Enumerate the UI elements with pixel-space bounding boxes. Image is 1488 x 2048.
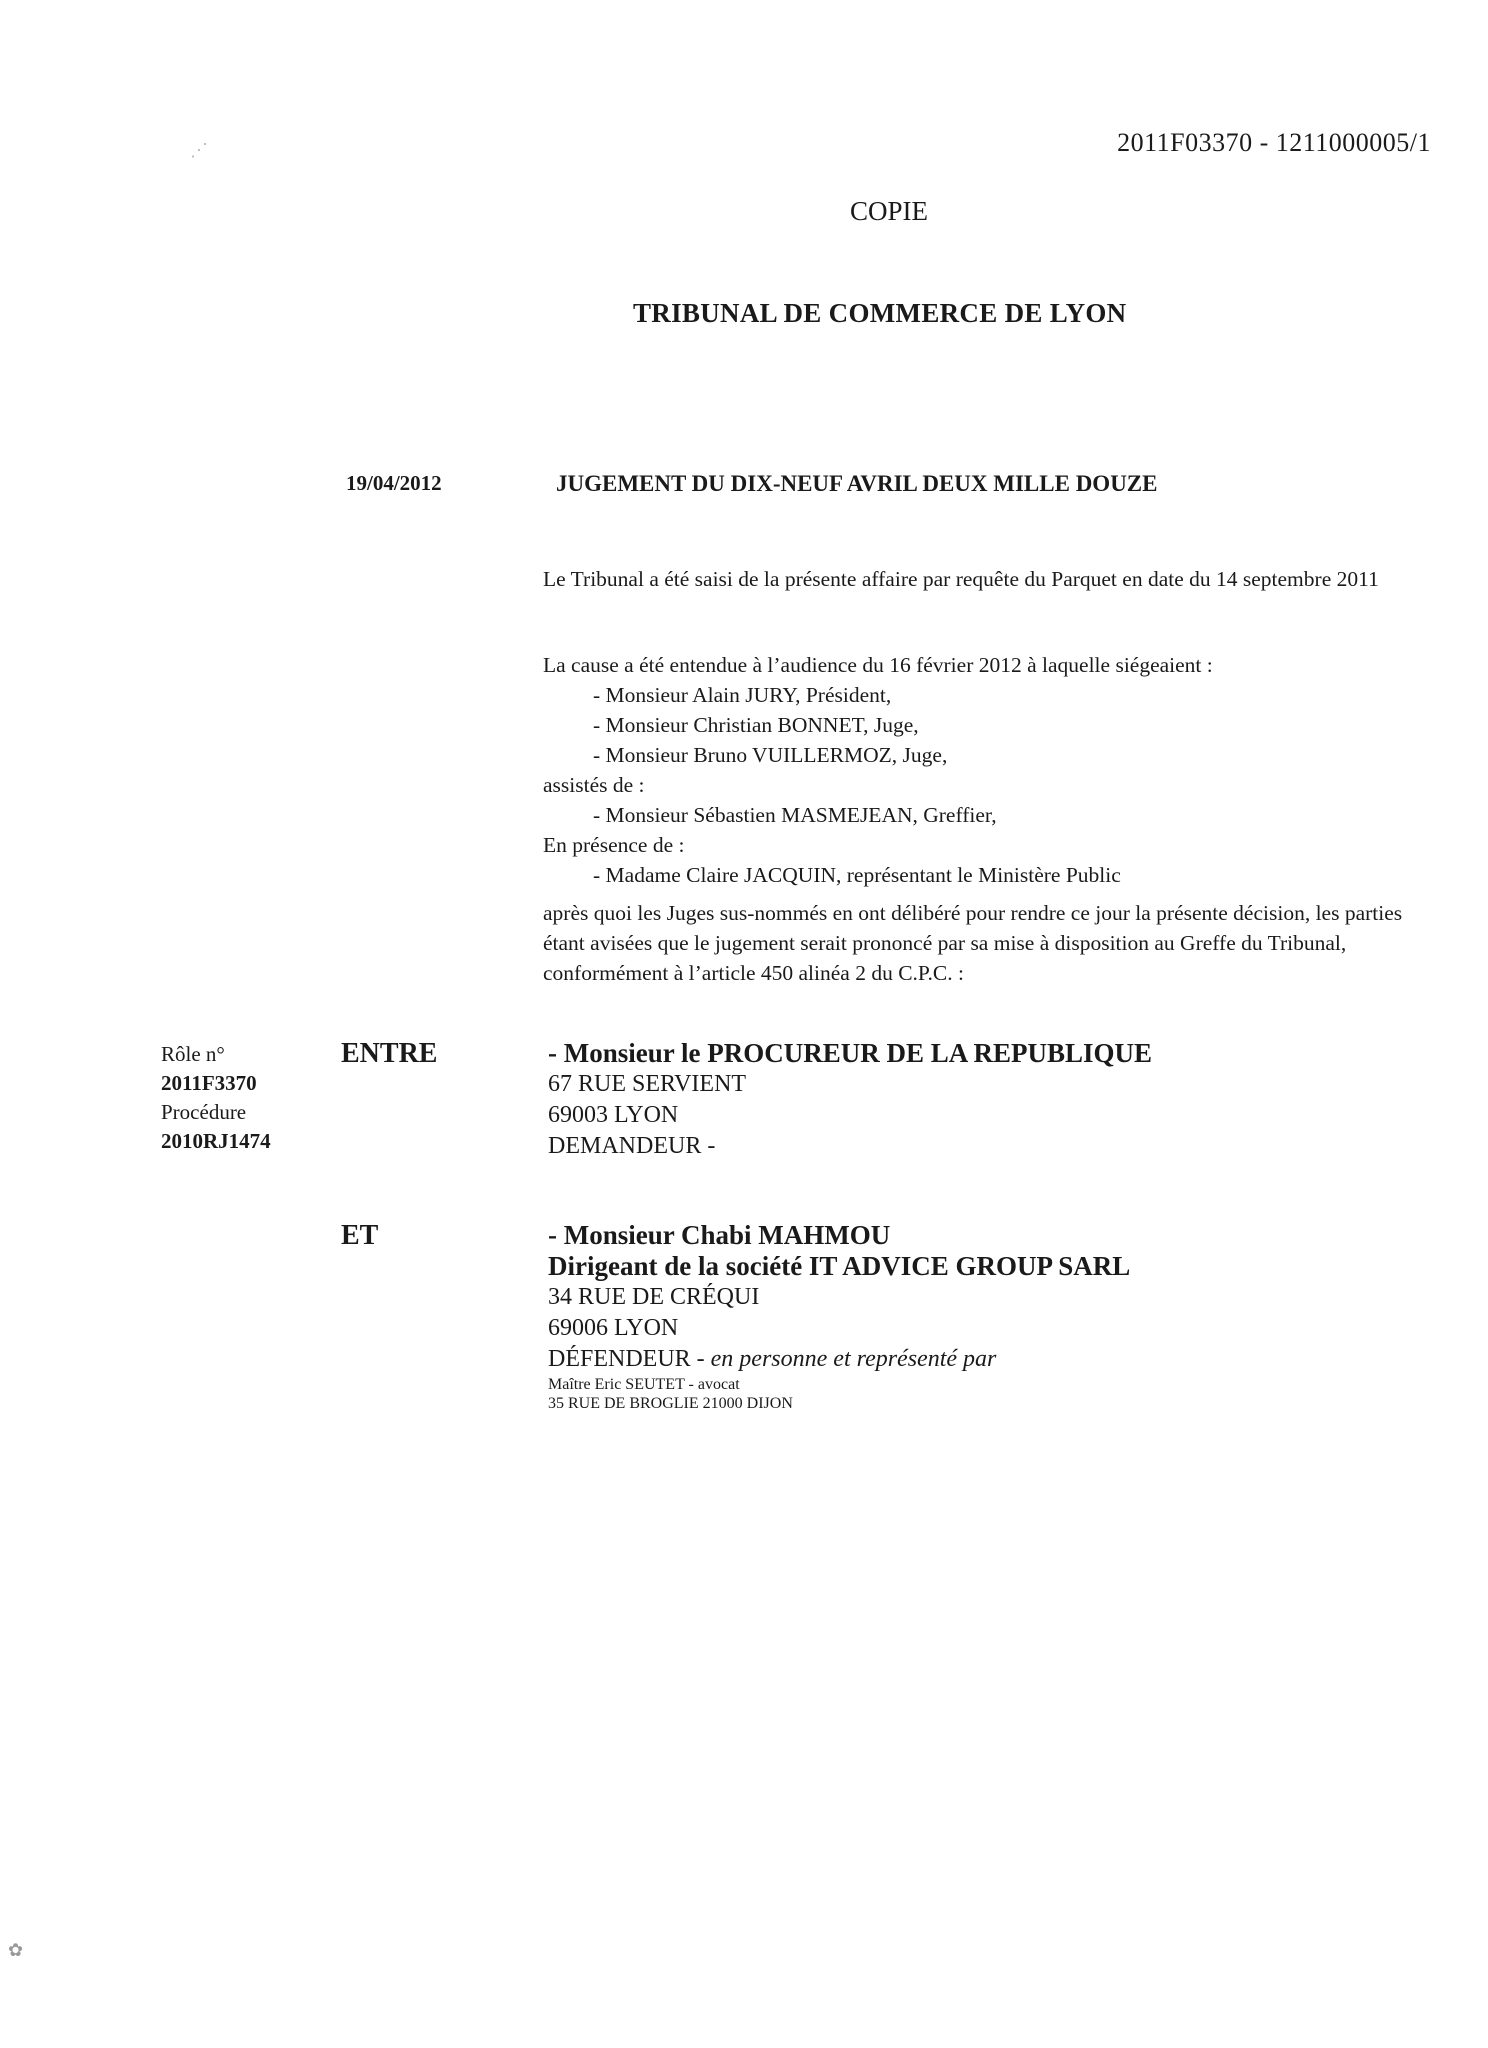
judge-president: - Monsieur Alain JURY, Président, [593,683,892,707]
deliberation-paragraph: après quoi les Juges sus-nommés en ont délibéré pour rendre ce jour la présente décision, les parties étant avisées que le jugement serait prononcé par sa mise à disposition au Greffe du Tribunal, conformément à l’article 450 alinéa 2 du C.P.C. : [543,901,1403,985]
procedure-label: Procédure [161,1100,247,1124]
plaintiff-role: DEMANDEUR - [548,1133,716,1159]
defendant-name: - Monsieur Chabi MAHMOU [548,1220,891,1250]
between-label: ENTRE [341,1038,438,1069]
defendant-representation: en personne et représenté par [710,1346,997,1372]
hearing-intro: La cause a été entendue à l’audience du 16 février 2012 à laquelle siégeaient : [543,653,1213,677]
plaintiff-street: 67 RUE SERVIENT [548,1071,747,1097]
defendant-street: 34 RUE DE CRÉQUI [548,1284,760,1310]
lawyer-name: Maître Eric SEUTET - avocat [548,1376,740,1393]
presence-label: En présence de : [543,833,685,857]
plaintiff-city: 69003 LYON [548,1102,679,1128]
judge-assessor-2: - Monsieur Bruno VUILLERMOZ, Juge, [593,743,948,767]
defendant-title: Dirigeant de la société IT ADVICE GROUP SARL [548,1251,1131,1281]
assisted-label: assistés de : [543,773,645,797]
role-label: Rôle n° [161,1042,225,1066]
plaintiff-block [548,1038,1152,1162]
court-name: TRIBUNAL DE COMMERCE DE LYON [633,298,1127,328]
defendant-role-line [548,1344,1130,1375]
role-number: 2011F3370 [161,1071,257,1095]
scan-smudge-icon: ✿ [8,1940,24,1960]
case-info [161,1040,271,1156]
defendant-role: DÉFENDEUR - [548,1346,705,1372]
seizure-paragraph: Le Tribunal a été saisi de la présente affaire par requête du Parquet en date du 14 septembre 2011 [543,567,1379,591]
public-prosecutor: - Madame Claire JACQUIN, représentant le Ministère Public [593,863,1121,887]
plaintiff-name: - Monsieur le PROCUREUR DE LA REPUBLIQUE [548,1038,1153,1068]
document-reference: 2011F03370 - 1211000005/1 [1117,128,1431,157]
defendant-block [548,1220,1130,1413]
lawyer-address: 35 RUE DE BROGLIE 21000 DIJON [548,1395,793,1412]
scan-smudge-icon: ⋰ [190,140,208,160]
hearing-section [543,650,1443,890]
judge-assessor-1: - Monsieur Christian BONNET, Juge, [593,713,919,737]
defendant-city: 69006 LYON [548,1315,679,1341]
procedure-number: 2010RJ1474 [161,1129,271,1153]
and-label: ET [341,1220,379,1251]
clerk: - Monsieur Sébastien MASMEJEAN, Greffier, [593,803,997,827]
judgment-title: JUGEMENT DU DIX-NEUF AVRIL DEUX MILLE DOUZE [556,471,1158,496]
copy-label: COPIE [850,196,929,226]
judgment-date: 19/04/2012 [346,471,442,495]
